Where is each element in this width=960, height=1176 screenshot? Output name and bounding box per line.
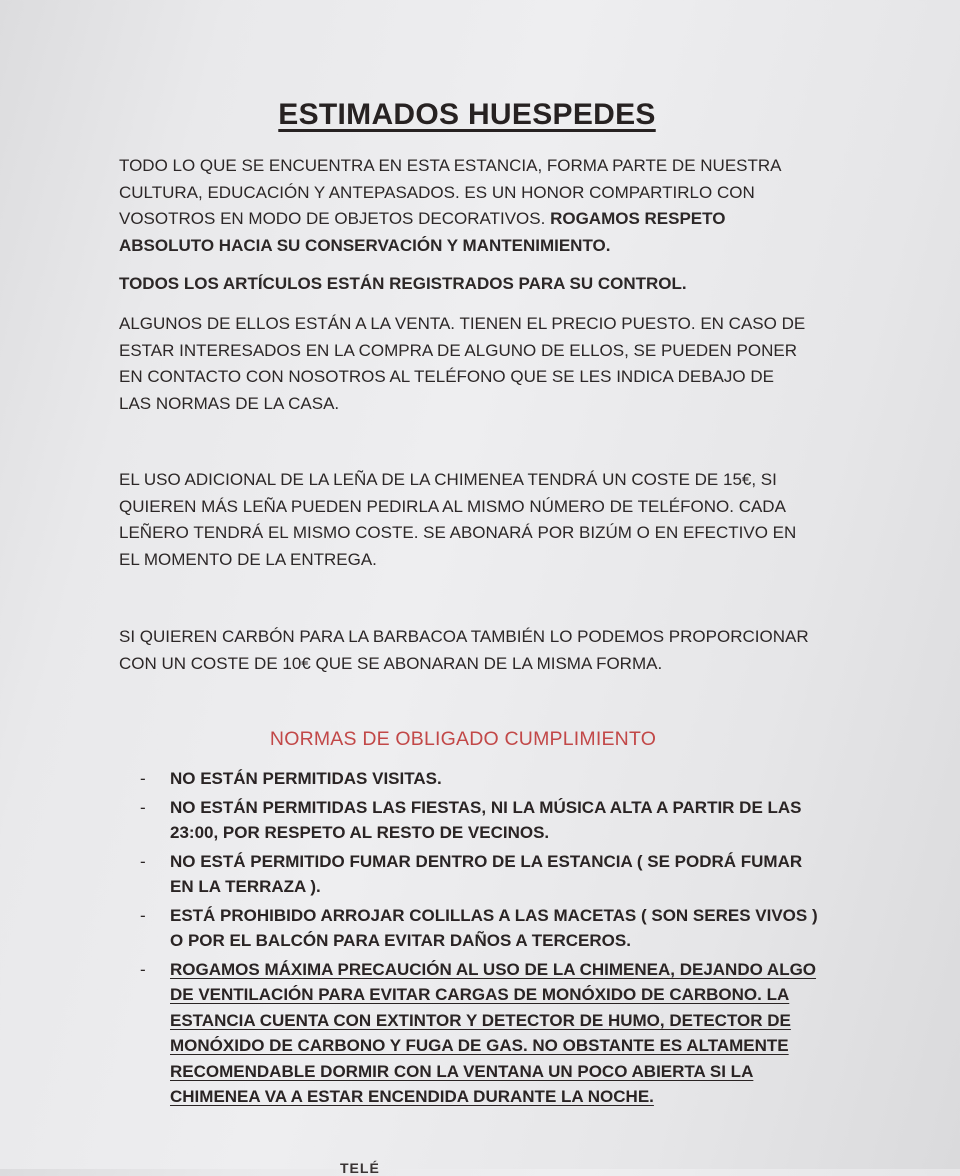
rule-item bbox=[140, 795, 830, 846]
intro-text: TODO LO QUE SE ENCUENTRA EN ESTA ESTANCIA, FORMA PARTE DE NUESTRA CULTURA, EDUCACIÓN Y ANTEPASADOS. ES UN HONOR COMPARTIRLO CON VOSOTROS EN MODO DE OBJETOS DECORATIVOS. bbox=[119, 156, 781, 228]
rule-item bbox=[140, 849, 830, 900]
rule-dash: - bbox=[140, 797, 146, 817]
rule-text: NO ESTÁN PERMITIDAS VISITAS. bbox=[170, 769, 442, 788]
rule-text: ROGAMOS MÁXIMA PRECAUCIÓN AL USO DE LA CHIMENEA, DEJANDO ALGO DE VENTILACIÓN PARA EVITAR CARGAS DE MONÓXIDO DE CARBONO. LA ESTANCIA CUENTA CON EXTINTOR Y DETECTOR DE HUMO, DETECTOR DE MONÓXIDO DE CARBONO Y FUGA DE GAS. NO OBSTANTE ES ALTAMENTE RECOMENDABLE DORMIR CON LA VENTANA UN POCO ABIERTA SI LA CHIMENEA VA A ESTAR ENCENDIDA DURANTE LA NOCHE. bbox=[170, 959, 817, 1106]
charcoal-paragraph: SI QUIEREN CARBÓN PARA LA BARBACOA TAMBIÉN LO PODEMOS PROPORCIONAR CON UN COSTE DE 10€ QUE SE ABONARAN DE LA MISMA FORMA. bbox=[119, 627, 809, 673]
rule-item-chimney-warning bbox=[140, 957, 830, 1110]
intro-emphasis: ROGAMOS RESPETO ABSOLUTO HACIA SU CONSERVACIÓN Y MANTENIMIENTO. bbox=[119, 209, 726, 255]
rule-text: NO ESTÁ PERMITIDO FUMAR DENTRO DE LA ESTANCIA ( SE PODRÁ FUMAR EN LA TERRAZA ). bbox=[170, 851, 803, 896]
rule-text: NO ESTÁN PERMITIDAS LAS FIESTAS, NI LA MÚSICA ALTA A PARTIR DE LAS 23:00, POR RESPETO AL RESTO DE VECINOS. bbox=[170, 797, 802, 842]
for-sale-paragraph: ALGUNOS DE ELLOS ESTÁN A LA VENTA. TIENEN EL PRECIO PUESTO. EN CASO DE ESTAR INTERESADOS EN LA COMPRA DE ALGUNO DE ELLOS, SE PUEDEN PONER EN CONTACTO CON NOSOTROS AL TELÉFONO QUE SE LES INDICA DEBAJO DE LAS NORMAS DE LA CASA. bbox=[119, 314, 806, 413]
rule-dash: - bbox=[140, 769, 146, 788]
registered-notice: TODOS LOS ARTÍCULOS ESTÁN REGISTRADOS PARA SU CONTROL. bbox=[119, 274, 687, 293]
rule-text: ESTÁ PROHIBIDO ARROJAR COLILLAS A LAS MACETAS ( SON SERES VIVOS ) O POR EL BALCÓN PARA EVITAR DAÑOS A TERCEROS. bbox=[170, 905, 818, 950]
page-title: ESTIMADOS HUESPEDES bbox=[278, 98, 656, 131]
rule-dash: - bbox=[140, 905, 146, 925]
intro-paragraph bbox=[119, 153, 809, 259]
firewood-paragraph: EL USO ADICIONAL DE LA LEÑA DE LA CHIMENEA TENDRÁ UN COSTE DE 15€, SI QUIEREN MÁS LEÑA PUEDEN PEDIRLA AL MISMO NÚMERO DE TELÉFONO. CADA LEÑERO TENDRÁ EL MISMO COSTE. SE ABONARÁ POR BIZÚM O EN EFECTIVO EN EL MOMENTO DE LA ENTREGA. bbox=[119, 470, 797, 569]
rules-title: NORMAS DE OBLIGADO CUMPLIMIENTO bbox=[269, 728, 657, 750]
footer-fragment: TELÉ bbox=[340, 1160, 380, 1176]
rule-item bbox=[140, 766, 830, 792]
rule-dash: - bbox=[140, 851, 146, 871]
rule-item bbox=[140, 903, 830, 954]
rules-list bbox=[140, 766, 830, 1113]
rule-dash: - bbox=[140, 959, 146, 979]
